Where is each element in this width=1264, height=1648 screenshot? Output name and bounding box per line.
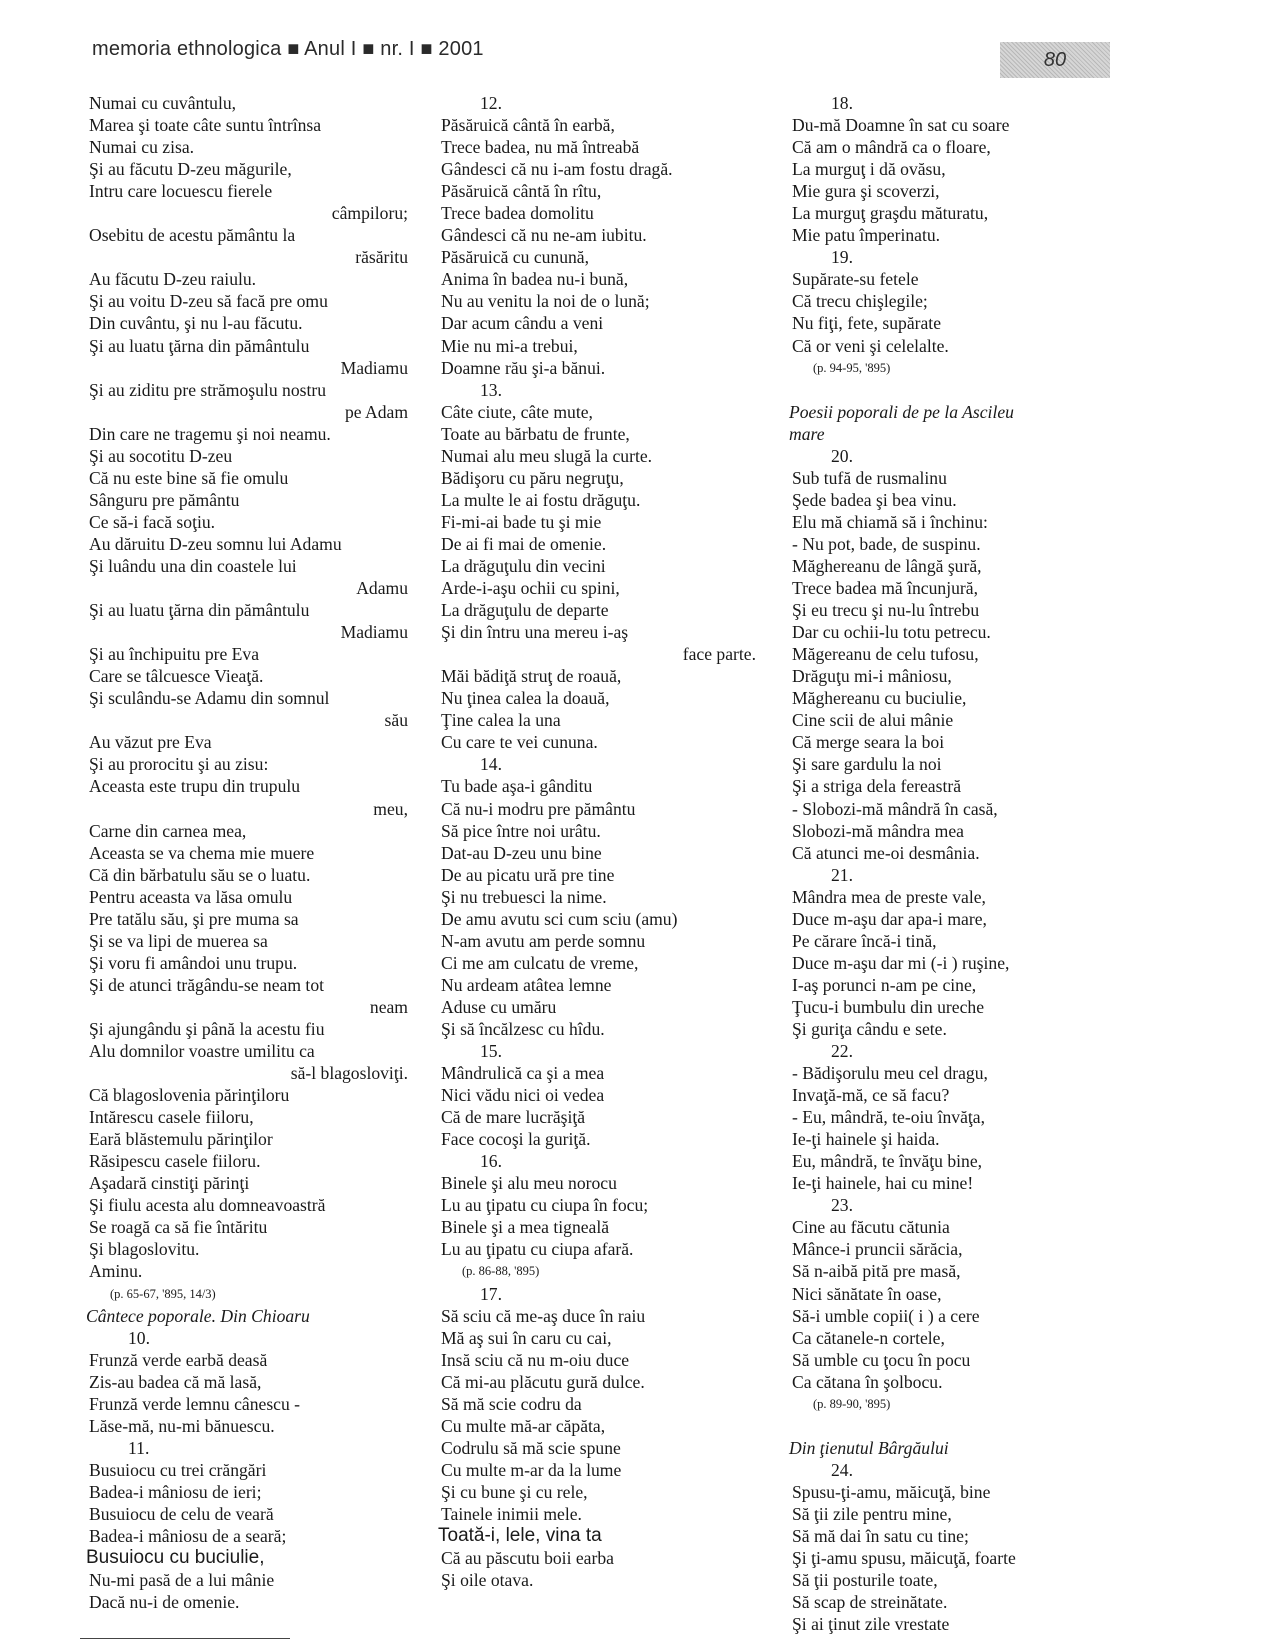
verse-line: Nu ţinea calea la doauă, — [441, 688, 610, 709]
source-citation: (p. 94-95, '895) — [813, 360, 891, 375]
verse-line: Că au păscutu boii earba — [441, 1548, 614, 1569]
verse-line: Să umble cu ţocu în pocu — [792, 1349, 971, 1370]
verse-line: Eu, mândră, te învăţu bine, — [792, 1151, 983, 1172]
verse-line: La multe le ai fostu drăguţu. — [441, 489, 641, 510]
verse-line: Fi-mi-ai bade tu şi mie — [441, 511, 602, 532]
verse-line: Nu fiţi, fete, supărate — [792, 313, 941, 334]
verse-line: Şi ţi-amu spusu, măicuţă, foarte — [792, 1548, 1016, 1569]
verse-line: Gândesci că nu i-am fostu dragă. — [441, 159, 673, 180]
verse-line: Să ţii posturile toate, — [792, 1570, 938, 1591]
verse-line: Duce m-aşu dar mi (-i ) ruşine, — [792, 952, 1010, 973]
verse-line: meu, — [373, 798, 408, 819]
verse-line: Du-mă Doamne în sat cu soare — [792, 115, 1010, 136]
verse-line: I-aş porunci n-am pe cine, — [792, 974, 977, 995]
verse-line: Gândesci că nu ne-am iubitu. — [441, 225, 647, 246]
stanza-number: 14. — [480, 754, 502, 775]
verse-line: neam — [369, 996, 408, 1017]
verse-line: La murguţ i dă ovăsu, — [792, 159, 946, 180]
verse-line: Şi au voitu D-zeu să facă pre omu — [89, 291, 328, 312]
verse-line: pe Adam — [344, 401, 408, 422]
stanza-number: 24. — [831, 1459, 853, 1480]
verse-line: Mândrulică ca şi a mea — [441, 1063, 605, 1084]
source-citation: (p. 89-90, '895) — [813, 1396, 891, 1411]
verse-line: Nu ardeam atâtea lemne — [441, 974, 612, 995]
verse-line: Carne din carnea mea, — [89, 820, 247, 841]
verse-line: Că nu-i modru pre pământu — [441, 798, 636, 819]
verse-line: Mândra mea de preste vale, — [792, 886, 986, 907]
verse-line: Dat-au D-zeu unu bine — [441, 842, 602, 863]
verse-line: Păsăruică cântă în earbă, — [441, 115, 615, 136]
section-heading: Cântece poporale. Din Chioaru — [86, 1305, 310, 1326]
verse-line: Şi au socotitu D-zeu — [89, 445, 233, 466]
verse-line: Măgereanu de celu tufosu, — [792, 644, 979, 665]
verse-line: Dar cu ochii-lu totu petrecu. — [792, 622, 991, 643]
verse-line: Păsăruică cu cunună, — [441, 247, 590, 268]
verse-line: La drăguţulu din vecini — [441, 555, 606, 576]
stanza-number: 15. — [480, 1041, 502, 1062]
verse-line: Insă sciu că nu m-oiu duce — [441, 1349, 630, 1370]
verse-line: Nu-mi pasă de a lui mânie — [89, 1570, 275, 1591]
verse-line: Madiamu — [340, 622, 408, 643]
verse-line: Badea-i mâniosu de ieri; — [89, 1481, 262, 1502]
source-citation: (p. 65-67, '895, 14/3) — [110, 1286, 216, 1301]
verse-line: Numai cu zisa. — [89, 137, 195, 158]
verse-line: Ca cătanele-n cortele, — [792, 1327, 945, 1348]
verse-line: - Nu pot, bade, de suspinu. — [792, 533, 981, 554]
verse-line: Arde-i-aşu ochii cu spini, — [441, 578, 620, 599]
verse-line: Care se tâlcuesce Vieaţă. — [89, 666, 264, 687]
verse-line: Mie nu mi-a trebui, — [441, 335, 578, 356]
verse-line: Măi bădiţă struţ de roauă, — [441, 666, 622, 687]
verse-line: Ţine calea la una — [441, 710, 561, 731]
verse-line: Să-i umble copii( i ) a cere — [792, 1305, 980, 1326]
verse-line: Ţucu-i bumbulu din ureche — [792, 996, 985, 1017]
verse-line: La murguţ graşdu măturatu, — [792, 203, 989, 224]
verse-line: Frunză verde earbă deasă — [89, 1349, 268, 1370]
verse-line: Elu mă chiamă să i închinu: — [792, 511, 988, 532]
stanza-number: 16. — [480, 1151, 502, 1172]
verse-line: Drăguţu mi-i mâniosu, — [792, 666, 952, 687]
verse-line: Aduse cu umăru — [441, 996, 557, 1017]
verse-line: Cu multe m-ar da la lume — [441, 1459, 622, 1480]
verse-line: Nu au venitu la noi de o lună; — [441, 291, 650, 312]
verse-line: Şi să încălzesc cu hîdu. — [441, 1018, 605, 1039]
verse-line: Măghereanu cu buciulie, — [792, 688, 967, 709]
section-heading: Din ţienutul Bârgăului — [789, 1437, 949, 1458]
verse-line: De au picatu ură pre tine — [441, 864, 615, 885]
source-citation: (p. 86-88, '895) — [462, 1264, 540, 1279]
stanza-number: 23. — [831, 1195, 853, 1216]
page-number-box — [1000, 42, 1110, 78]
verse-line: Că mi-au plăcutu gură dulce. — [441, 1371, 645, 1392]
verse-line: Cu care te vei cununa. — [441, 732, 598, 753]
verse-line: Trece badea domolitu — [441, 203, 594, 224]
verse-line: Şi au făcutu D-zeu măgurile, — [89, 159, 292, 180]
stanza-number: 10. — [128, 1327, 150, 1348]
verse-line: Au făcutu D-zeu raiulu. — [89, 269, 257, 290]
text-column-right — [789, 92, 1121, 1635]
verse-line: - Bădişorulu meu cel dragu, — [792, 1063, 988, 1084]
verse-line: său — [384, 710, 408, 731]
verse-line: Că merge seara la boi — [792, 732, 945, 753]
verse-line: Că or veni şi celelalte. — [792, 335, 949, 356]
verse-line: Badea-i mâniosu de a seară; — [89, 1526, 287, 1547]
verse-line: Se roagă ca să fie întăritu — [89, 1217, 268, 1238]
verse-line: Că blagoslovenia părinţiloru — [89, 1085, 290, 1106]
verse-line: Binele şi alu meu norocu — [441, 1173, 617, 1194]
text-column-middle — [438, 92, 756, 1591]
verse-line: Adamu — [356, 578, 408, 599]
verse-line: Osebitu de acestu pământu la — [89, 225, 296, 246]
verse-line: Bădişoru cu păru negruţu, — [441, 467, 624, 488]
verse-line: Lu au ţipatu cu ciupa afară. — [441, 1239, 634, 1260]
verse-line: Şi nu trebuesci la nime. — [441, 886, 607, 907]
verse-line: Din cuvântu, şi nu l-au făcutu. — [89, 313, 303, 334]
verse-line: Să mă dai în satu cu tine; — [792, 1526, 969, 1547]
verse-line: Nici vădu nici oi vedea — [441, 1085, 605, 1106]
verse-line: Dar acum cându a veni — [441, 313, 604, 334]
verse-line: Busuiocu de celu de veară — [89, 1504, 274, 1524]
stanza-number: 19. — [831, 247, 853, 268]
verse-line: De amu avutu sci cum sciu (amu) — [441, 908, 678, 929]
verse-line: Şi de atunci trăgându-se neam tot — [89, 974, 324, 995]
verse-line: Supărate-su fetele — [792, 269, 919, 290]
verse-line: Nici sănătate în oase, — [792, 1283, 942, 1304]
verse-line: De ai fi mai de omenie. — [441, 533, 607, 554]
verse-line: Şi au luatu ţărna din pământulu — [89, 335, 310, 356]
verse-line: Şi cu bune şi cu rele, — [441, 1481, 588, 1502]
section-heading: Poesii poporali de pe la Ascileu — [789, 401, 1014, 422]
verse-line: Că de mare lucrăşiţă — [441, 1107, 586, 1128]
verse-line: Câte ciute, câte mute, — [441, 401, 593, 422]
verse-line: Frunză verde lemnu cânescu - — [89, 1393, 301, 1414]
verse-line: Numai cu cuvântulu, — [89, 93, 237, 113]
text-column-left — [86, 92, 408, 1613]
verse-line: Sânguru pre pământu — [89, 489, 240, 510]
running-header: memoria ethnologica ■ Anul I ■ nr. I ■ 2001 — [92, 38, 484, 60]
verse-line: Tu bade aşa-i gânditu — [441, 776, 593, 797]
verse-line: Să scap de streinătate. — [792, 1592, 948, 1613]
stanza-number: 18. — [831, 93, 853, 113]
verse-line: Şi blagoslovitu. — [89, 1239, 200, 1260]
verse-line: Şi a striga dela fereastră — [792, 776, 962, 797]
verse-line: Au dăruitu D-zeu somnu lui Adamu — [89, 533, 342, 554]
verse-line: Păsăruică cântă în rîtu, — [441, 181, 602, 202]
verse-line: Şi voru fi amândoi unu trupu. — [89, 952, 298, 973]
verse-line: Au văzut pre Eva — [89, 732, 212, 753]
verse-line: Mie patu împerinatu. — [792, 225, 941, 246]
verse-line: Şi fiulu acesta alu domneavoastră — [89, 1195, 326, 1216]
verse-line: Aceasta este trupu din trupulu — [89, 776, 301, 797]
verse-line: Din care ne tragemu şi noi neamu. — [89, 423, 331, 444]
verse-line: Să mă scie codru da — [441, 1393, 582, 1414]
verse-line: Toate au bărbatu de frunte, — [441, 423, 630, 444]
verse-line: Doamne rău şi-a bănui. — [441, 357, 606, 378]
verse-line: Busuiocu cu buciulie, — [86, 1547, 265, 1569]
verse-line: Face cocoşi la guriţă. — [441, 1129, 591, 1150]
page-number: 80 — [1043, 48, 1067, 71]
verse-line: - Slobozi-mă mândră în casă, — [792, 798, 998, 819]
verse-line: Anima în badea nu-i bună, — [441, 269, 629, 290]
verse-line: Madiamu — [340, 357, 408, 378]
verse-line: Marea şi toate câte suntu întrînsa — [89, 115, 322, 136]
verse-line: Ci me am culcatu de vreme, — [441, 952, 639, 973]
verse-line: Mânce-i pruncii sărăcia, — [792, 1239, 963, 1260]
verse-line: răsăritu — [355, 247, 408, 268]
verse-line: Şi au luatu ţărna din pământulu — [89, 600, 310, 621]
verse-line: Şi se va lipi de muerea sa — [89, 930, 268, 951]
verse-line: Şi luându una din coastele lui — [89, 555, 297, 576]
verse-line: Intru care locuescu fierele — [89, 181, 273, 202]
verse-line: Cu multe mă-ar căpăta, — [441, 1415, 606, 1436]
verse-line: Dacă nu-i de omenie. — [89, 1592, 240, 1613]
verse-line: Toată-i, lele, vina ta — [438, 1525, 602, 1547]
section-heading: mare — [789, 423, 825, 444]
verse-line: Că atunci me-oi desmânia. — [792, 842, 980, 863]
verse-line: Ie-ţi hainele şi haida. — [792, 1129, 940, 1150]
verse-line: Mie gura şi scoverzi, — [792, 181, 940, 202]
spacer — [789, 1415, 1121, 1437]
verse-line: Că din bărbatulu său se o luatu. — [89, 864, 311, 885]
verse-line: Şi au prorocitu şi au zisu: — [89, 754, 269, 775]
verse-line: Codrulu să mă scie spune — [441, 1437, 621, 1458]
footnote-rule — [80, 1638, 290, 1639]
verse-line: Invaţă-mă, ce să facu? — [792, 1085, 950, 1106]
verse-line: Busuiocu cu trei crăngări — [89, 1459, 267, 1480]
verse-line: Ie-ţi hainele, hai cu mine! — [792, 1173, 974, 1194]
verse-line: Binele şi a mea tigneală — [441, 1217, 610, 1238]
verse-line: Să pice între noi urâtu. — [441, 820, 601, 841]
verse-line: Pre tatălu său, şi pre muma sa — [89, 908, 299, 929]
verse-line: să-l blagosloviţi. — [290, 1063, 408, 1084]
verse-line: Să n-aibă pită pre masă, — [792, 1261, 961, 1282]
verse-line: Eară blăstemulu părinţilor — [89, 1129, 273, 1150]
verse-line: Tainele inimii mele. — [441, 1504, 582, 1524]
verse-line: Alu domnilor voastre umilitu ca — [89, 1041, 315, 1062]
verse-line: Şi sare gardulu la noi — [792, 754, 942, 775]
verse-line: Ce să-i facă soţiu. — [89, 511, 216, 532]
verse-line: Slobozi-mă mândra mea — [792, 820, 964, 841]
verse-line: Aminu. — [89, 1261, 143, 1282]
verse-line: Cine scii de alui mânie — [792, 710, 954, 731]
stanza-number: 22. — [831, 1041, 853, 1062]
verse-line: Şi ajungându şi până la acestu fiu — [89, 1018, 325, 1039]
verse-line: Lăse-mă, nu-mi bănuescu. — [89, 1415, 275, 1436]
verse-line: Pentru aceasta va lăsa omulu — [89, 886, 293, 907]
verse-line: Ca cătana în şolbocu. — [792, 1371, 943, 1392]
verse-line: Spusu-ţi-amu, măicuţă, bine — [792, 1481, 991, 1502]
verse-line: Şi guriţa cându e sete. — [792, 1018, 947, 1039]
verse-line: Trece badea, nu mă întreabă — [441, 137, 640, 158]
verse-line: Lu au ţipatu cu ciupa în focu; — [441, 1195, 649, 1216]
stanza-number: 21. — [831, 864, 853, 885]
verse-line: Intărescu casele fiiloru, — [89, 1107, 254, 1128]
verse-line: Să ţii zile pentru mine, — [792, 1504, 952, 1524]
verse-line: Mă aş sui în caru cu cai, — [441, 1327, 612, 1348]
stanza-number: 12. — [480, 93, 502, 113]
verse-line: Numai alu meu slugă la curte. — [441, 445, 653, 466]
stanza-number: 17. — [480, 1283, 502, 1304]
verse-line: Şi sculându-se Adamu din somnul — [89, 688, 330, 709]
verse-line: Că am o mândră ca o floare, — [792, 137, 991, 158]
verse-line: Răsipescu casele fiiloru. — [89, 1151, 261, 1172]
verse-line: Şi eu trecu şi nu-lu întrebu — [792, 600, 980, 621]
verse-line: Trece badea mă încunjură, — [792, 578, 978, 599]
verse-line: Aceasta se va chema mie muere — [89, 842, 315, 863]
verse-line: Măghereanu de lângă şură, — [792, 555, 982, 576]
verse-line: La drăguţulu de departe — [441, 600, 609, 621]
verse-line: Şi au închipuitu pre Eva — [89, 644, 260, 665]
verse-line: Şi din întru una mereu i-aş — [441, 622, 629, 643]
verse-line: Pe cărare încă-i tină, — [792, 930, 937, 951]
verse-line: - Eu, mândră, te-oiu învăţa, — [792, 1107, 985, 1128]
verse-line: Aşadară cinstiţi părinţi — [89, 1173, 250, 1194]
verse-line: Să sciu că me-aş duce în raiu — [441, 1305, 646, 1326]
verse-line: Cine au făcutu cătunia — [792, 1217, 950, 1238]
stanza-number: 20. — [831, 445, 853, 466]
verse-line: Zis-au badea că mă lasă, — [89, 1371, 262, 1392]
verse-line: Şi ai ţinut zile vrestate — [792, 1614, 950, 1635]
verse-line: Şi au ziditu pre strămoşulu nostru — [89, 379, 327, 400]
stanza-number: 11. — [128, 1437, 150, 1458]
verse-line: N-am avutu am perde somnu — [441, 930, 646, 951]
verse-line: câmpiloru; — [331, 203, 408, 224]
verse-line: Că nu este bine să fie omulu — [89, 467, 289, 488]
spacer — [789, 379, 1121, 401]
verse-line: Că trecu chişlegile; — [792, 291, 928, 312]
verse-line: Şi oile otava. — [441, 1570, 534, 1591]
stanza-number: 13. — [480, 379, 502, 400]
verse-line: face parte. — [682, 644, 756, 665]
verse-line: Sub tufă de rusmalinu — [792, 467, 947, 488]
verse-line: Şede badea şi bea vinu. — [792, 489, 957, 510]
verse-line: Duce m-aşu dar apa-i mare, — [792, 908, 987, 929]
